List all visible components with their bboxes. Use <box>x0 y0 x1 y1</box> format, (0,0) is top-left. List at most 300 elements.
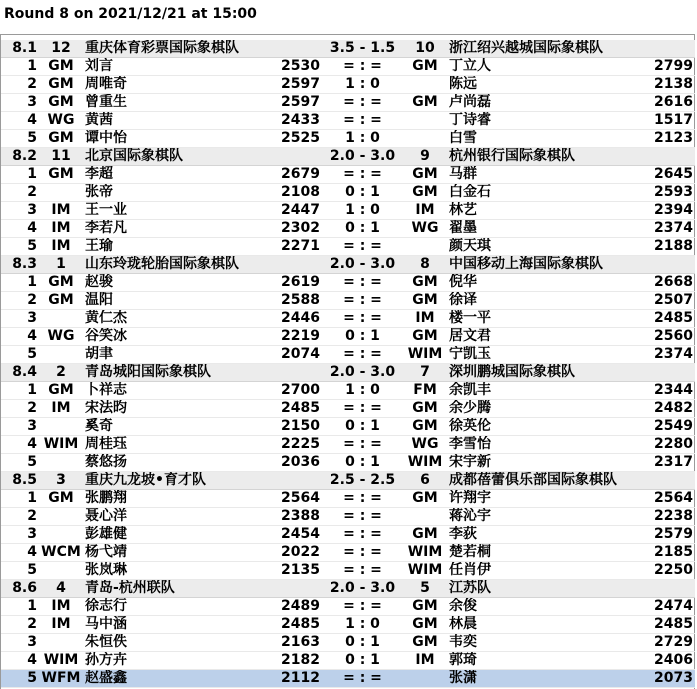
board-number: 3 <box>1 526 39 544</box>
board-row <box>1 130 695 148</box>
board-number: 1 <box>1 166 39 184</box>
home-player-title: GM <box>39 76 83 94</box>
away-player-title: FM <box>403 382 447 400</box>
away-player-title: WIM <box>403 562 447 580</box>
home-player-rating: 2163 <box>278 634 322 652</box>
home-player-name: 朱恒佚 <box>83 634 278 652</box>
away-player-rating: 2579 <box>642 526 695 544</box>
spacer-cell <box>642 148 695 166</box>
home-player-rating: 2700 <box>278 382 322 400</box>
home-player-name: 赵盛鑫 <box>83 670 278 688</box>
game-result: = : = <box>322 526 403 544</box>
board-row <box>1 454 695 472</box>
match-header-row <box>1 148 695 166</box>
away-player-rating: 2507 <box>642 292 695 310</box>
home-player-title: IM <box>39 400 83 418</box>
away-player-title: GM <box>403 274 447 292</box>
away-player-rating: 2185 <box>642 544 695 562</box>
away-player-rating: 2729 <box>642 634 695 652</box>
match-header-row <box>1 40 695 58</box>
home-player-name: 蔡悠扬 <box>83 454 278 472</box>
away-player-name: 马群 <box>447 166 642 184</box>
home-player-name: 黄茜 <box>83 112 278 130</box>
spacer-cell <box>642 364 695 382</box>
home-player-name: 卜祥志 <box>83 382 278 400</box>
board-number: 4 <box>1 544 39 562</box>
home-player-rating: 2074 <box>278 346 322 364</box>
board-row <box>1 76 695 94</box>
home-player-name: 刘言 <box>83 58 278 76</box>
away-player-name: 楚若桐 <box>447 544 642 562</box>
home-team-name: 重庆九龙坡•育才队 <box>83 472 278 490</box>
home-player-title <box>39 418 83 436</box>
game-result: 0 : 1 <box>322 220 403 238</box>
board-row <box>1 94 695 112</box>
board-row <box>1 418 695 436</box>
board-number: 3 <box>1 634 39 652</box>
board-number: 1 <box>1 58 39 76</box>
home-player-rating: 2530 <box>278 58 322 76</box>
away-player-name: 颜天琪 <box>447 238 642 256</box>
board-number: 4 <box>1 220 39 238</box>
away-player-title: GM <box>403 184 447 202</box>
results-table <box>1 40 695 688</box>
away-player-rating: 2250 <box>642 562 695 580</box>
home-player-name: 彭雄健 <box>83 526 278 544</box>
away-player-rating: 2374 <box>642 346 695 364</box>
away-player-rating: 2394 <box>642 202 695 220</box>
board-row <box>1 310 695 328</box>
home-player-rating: 2150 <box>278 418 322 436</box>
board-number: 1 <box>1 598 39 616</box>
match-score: 2.0 - 3.0 <box>322 148 403 166</box>
home-player-title: GM <box>39 58 83 76</box>
game-result: = : = <box>322 58 403 76</box>
spacer-cell <box>278 148 322 166</box>
board-number: 1 <box>1 490 39 508</box>
home-player-rating: 2219 <box>278 328 322 346</box>
away-player-name: 楼一平 <box>447 310 642 328</box>
away-player-title: GM <box>403 166 447 184</box>
game-result: 0 : 1 <box>322 652 403 670</box>
away-player-rating: 2485 <box>642 310 695 328</box>
home-player-title: IM <box>39 238 83 256</box>
match-score: 2.0 - 3.0 <box>322 256 403 274</box>
home-player-name: 聂心洋 <box>83 508 278 526</box>
away-player-rating: 2138 <box>642 76 695 94</box>
board-row <box>1 598 695 616</box>
away-player-rating: 2474 <box>642 598 695 616</box>
home-player-title: GM <box>39 292 83 310</box>
match-header-row <box>1 364 695 382</box>
board-number: 1 <box>1 274 39 292</box>
home-player-name: 张帝 <box>83 184 278 202</box>
away-player-rating: 2317 <box>642 454 695 472</box>
match-id: 8.5 <box>1 472 39 490</box>
results-body <box>1 40 695 688</box>
board-number: 2 <box>1 292 39 310</box>
game-result: = : = <box>322 562 403 580</box>
spacer-cell <box>278 256 322 274</box>
board-row <box>1 670 695 688</box>
board-number: 5 <box>1 670 39 688</box>
home-player-title: WIM <box>39 436 83 454</box>
home-player-name: 谷笑冰 <box>83 328 278 346</box>
away-player-name: 韦奕 <box>447 634 642 652</box>
board-row <box>1 652 695 670</box>
away-player-name: 白金石 <box>447 184 642 202</box>
away-player-rating: 2799 <box>642 58 695 76</box>
away-player-title: WG <box>403 220 447 238</box>
away-player-title <box>403 130 447 148</box>
spacer-cell <box>278 580 322 598</box>
board-row <box>1 238 695 256</box>
home-player-title: GM <box>39 274 83 292</box>
match-id: 8.1 <box>1 40 39 58</box>
home-team-number: 11 <box>39 148 83 166</box>
away-player-name: 许翔宇 <box>447 490 642 508</box>
home-player-name: 张岚琳 <box>83 562 278 580</box>
away-player-title: GM <box>403 616 447 634</box>
away-player-title: GM <box>403 598 447 616</box>
game-result: 0 : 1 <box>322 184 403 202</box>
away-player-name: 丁立人 <box>447 58 642 76</box>
game-result: = : = <box>322 490 403 508</box>
home-player-title: WG <box>39 112 83 130</box>
board-number: 2 <box>1 184 39 202</box>
home-team-number: 2 <box>39 364 83 382</box>
away-player-title: GM <box>403 418 447 436</box>
home-player-rating: 2388 <box>278 508 322 526</box>
board-number: 5 <box>1 562 39 580</box>
home-player-rating: 2619 <box>278 274 322 292</box>
home-team-name: 青岛-杭州联队 <box>83 580 278 598</box>
game-result: = : = <box>322 310 403 328</box>
game-result: 1 : 0 <box>322 130 403 148</box>
home-player-title: WFM <box>39 670 83 688</box>
away-player-name: 余俊 <box>447 598 642 616</box>
away-player-title: GM <box>403 634 447 652</box>
away-player-name: 宁凯玉 <box>447 346 642 364</box>
game-result: = : = <box>322 112 403 130</box>
away-player-rating: 2485 <box>642 616 695 634</box>
home-player-rating: 2225 <box>278 436 322 454</box>
away-player-title: GM <box>403 292 447 310</box>
home-player-title: IM <box>39 202 83 220</box>
home-player-title: WG <box>39 328 83 346</box>
away-player-name: 余凯丰 <box>447 382 642 400</box>
board-number: 2 <box>1 616 39 634</box>
home-player-title: GM <box>39 490 83 508</box>
board-number: 3 <box>1 418 39 436</box>
home-player-name: 徐志行 <box>83 598 278 616</box>
match-header-row <box>1 472 695 490</box>
home-player-rating: 2564 <box>278 490 322 508</box>
away-player-rating: 2616 <box>642 94 695 112</box>
home-player-rating: 2036 <box>278 454 322 472</box>
away-player-rating: 2344 <box>642 382 695 400</box>
away-team-name: 中国移动上海国际象棋队 <box>447 256 642 274</box>
game-result: = : = <box>322 508 403 526</box>
game-result: = : = <box>322 544 403 562</box>
board-number: 5 <box>1 346 39 364</box>
home-player-name: 马中涵 <box>83 616 278 634</box>
home-player-rating: 2447 <box>278 202 322 220</box>
away-player-title <box>403 76 447 94</box>
away-player-name: 蒋沁宇 <box>447 508 642 526</box>
away-team-number: 10 <box>403 40 447 58</box>
home-player-name: 李超 <box>83 166 278 184</box>
home-player-rating: 2525 <box>278 130 322 148</box>
game-result: 1 : 0 <box>322 202 403 220</box>
away-player-name: 李荻 <box>447 526 642 544</box>
away-player-title: GM <box>403 526 447 544</box>
away-player-name: 翟墨 <box>447 220 642 238</box>
away-player-rating: 1517 <box>642 112 695 130</box>
home-player-rating: 2135 <box>278 562 322 580</box>
away-player-title <box>403 112 447 130</box>
home-player-title: IM <box>39 616 83 634</box>
match-header-row <box>1 256 695 274</box>
home-player-title: WIM <box>39 652 83 670</box>
home-player-title <box>39 310 83 328</box>
home-team-number: 12 <box>39 40 83 58</box>
home-player-name: 黄仁杰 <box>83 310 278 328</box>
home-player-rating: 2302 <box>278 220 322 238</box>
home-player-title: IM <box>39 220 83 238</box>
board-row <box>1 562 695 580</box>
spacer-cell <box>642 256 695 274</box>
away-player-rating: 2123 <box>642 130 695 148</box>
game-result: = : = <box>322 274 403 292</box>
game-result: = : = <box>322 292 403 310</box>
away-player-name: 徐英伦 <box>447 418 642 436</box>
away-player-name: 林艺 <box>447 202 642 220</box>
away-team-name: 杭州银行国际象棋队 <box>447 148 642 166</box>
away-team-number: 5 <box>403 580 447 598</box>
home-player-title: GM <box>39 382 83 400</box>
home-player-title: WCM <box>39 544 83 562</box>
home-player-title <box>39 454 83 472</box>
board-number: 1 <box>1 382 39 400</box>
board-row <box>1 400 695 418</box>
away-team-name: 深圳鹏城国际象棋队 <box>447 364 642 382</box>
spacer-cell <box>642 580 695 598</box>
home-player-title <box>39 346 83 364</box>
board-row <box>1 328 695 346</box>
board-row <box>1 220 695 238</box>
home-player-name: 杨弋靖 <box>83 544 278 562</box>
game-result: 1 : 0 <box>322 382 403 400</box>
home-player-rating: 2679 <box>278 166 322 184</box>
board-row <box>1 436 695 454</box>
board-row <box>1 508 695 526</box>
away-player-rating: 2280 <box>642 436 695 454</box>
board-row <box>1 292 695 310</box>
away-player-title <box>403 238 447 256</box>
home-player-name: 赵骏 <box>83 274 278 292</box>
away-player-rating: 2593 <box>642 184 695 202</box>
game-result: 0 : 1 <box>322 328 403 346</box>
board-number: 3 <box>1 310 39 328</box>
away-team-name: 成都蓓蕾俱乐部国际象棋队 <box>447 472 642 490</box>
home-team-name: 重庆体育彩票国际象棋队 <box>83 40 278 58</box>
game-result: = : = <box>322 400 403 418</box>
board-row <box>1 346 695 364</box>
home-player-name: 温阳 <box>83 292 278 310</box>
home-player-name: 宋法昀 <box>83 400 278 418</box>
home-player-rating: 2022 <box>278 544 322 562</box>
board-number: 4 <box>1 112 39 130</box>
away-player-name: 居文君 <box>447 328 642 346</box>
spacer-cell <box>278 40 322 58</box>
away-player-title: GM <box>403 400 447 418</box>
board-row <box>1 202 695 220</box>
game-result: = : = <box>322 94 403 112</box>
home-player-name: 周唯奇 <box>83 76 278 94</box>
board-row <box>1 634 695 652</box>
match-id: 8.6 <box>1 580 39 598</box>
away-player-name: 徐译 <box>447 292 642 310</box>
board-number: 5 <box>1 130 39 148</box>
home-player-title: IM <box>39 598 83 616</box>
away-player-title <box>403 508 447 526</box>
board-row <box>1 544 695 562</box>
home-player-title <box>39 562 83 580</box>
away-player-name: 张潇 <box>447 670 642 688</box>
home-player-title <box>39 508 83 526</box>
home-player-title: GM <box>39 130 83 148</box>
home-player-rating: 2446 <box>278 310 322 328</box>
board-number: 3 <box>1 94 39 112</box>
home-player-rating: 2112 <box>278 670 322 688</box>
round-title: Round 8 on 2021/12/21 at 15:00 <box>4 6 257 22</box>
home-player-title <box>39 634 83 652</box>
away-player-rating: 2564 <box>642 490 695 508</box>
spacer-cell <box>642 472 695 490</box>
board-number: 4 <box>1 328 39 346</box>
away-player-title: IM <box>403 202 447 220</box>
home-player-rating: 2597 <box>278 76 322 94</box>
away-player-name: 林晨 <box>447 616 642 634</box>
away-player-name: 任肖伊 <box>447 562 642 580</box>
home-player-title: GM <box>39 166 83 184</box>
away-player-rating: 2406 <box>642 652 695 670</box>
board-row <box>1 490 695 508</box>
board-number: 2 <box>1 400 39 418</box>
game-result: 1 : 0 <box>322 616 403 634</box>
away-player-title: IM <box>403 310 447 328</box>
home-player-rating: 2108 <box>278 184 322 202</box>
board-row <box>1 112 695 130</box>
home-player-name: 胡聿 <box>83 346 278 364</box>
home-team-number: 4 <box>39 580 83 598</box>
away-player-name: 丁诗睿 <box>447 112 642 130</box>
home-player-name: 孙方卉 <box>83 652 278 670</box>
away-player-title: GM <box>403 94 447 112</box>
away-player-rating: 2188 <box>642 238 695 256</box>
match-score: 3.5 - 1.5 <box>322 40 403 58</box>
home-player-rating: 2597 <box>278 94 322 112</box>
away-player-name: 郭琦 <box>447 652 642 670</box>
away-team-name: 浙江绍兴越城国际象棋队 <box>447 40 642 58</box>
game-result: = : = <box>322 598 403 616</box>
home-player-name: 周桂珏 <box>83 436 278 454</box>
game-result: = : = <box>322 346 403 364</box>
match-score: 2.0 - 3.0 <box>322 364 403 382</box>
home-player-rating: 2182 <box>278 652 322 670</box>
board-row <box>1 274 695 292</box>
away-player-name: 李雪怡 <box>447 436 642 454</box>
match-id: 8.2 <box>1 148 39 166</box>
board-row <box>1 184 695 202</box>
home-player-title: GM <box>39 94 83 112</box>
away-player-title <box>403 670 447 688</box>
away-player-rating: 2073 <box>642 670 695 688</box>
home-player-name: 李若凡 <box>83 220 278 238</box>
away-team-name: 江苏队 <box>447 580 642 598</box>
home-player-name: 谭中怡 <box>83 130 278 148</box>
home-team-name: 北京国际象棋队 <box>83 148 278 166</box>
spacer-cell <box>278 364 322 382</box>
home-player-rating: 2454 <box>278 526 322 544</box>
home-player-title <box>39 526 83 544</box>
match-id: 8.4 <box>1 364 39 382</box>
away-player-title: GM <box>403 490 447 508</box>
away-player-rating: 2482 <box>642 400 695 418</box>
home-player-title <box>39 184 83 202</box>
away-player-title: WIM <box>403 544 447 562</box>
away-player-rating: 2238 <box>642 508 695 526</box>
away-player-rating: 2668 <box>642 274 695 292</box>
home-team-name: 山东玲珑轮胎国际象棋队 <box>83 256 278 274</box>
spacer-cell <box>642 40 695 58</box>
board-row <box>1 616 695 634</box>
away-player-title: WIM <box>403 346 447 364</box>
home-team-number: 1 <box>39 256 83 274</box>
match-score: 2.5 - 2.5 <box>322 472 403 490</box>
game-result: = : = <box>322 166 403 184</box>
spacer-cell <box>278 472 322 490</box>
home-player-rating: 2485 <box>278 400 322 418</box>
board-number: 3 <box>1 202 39 220</box>
away-player-name: 余少腾 <box>447 400 642 418</box>
away-player-name: 卢尚磊 <box>447 94 642 112</box>
away-player-title: WG <box>403 436 447 454</box>
away-team-number: 9 <box>403 148 447 166</box>
board-row <box>1 526 695 544</box>
home-team-name: 青岛城阳国际象棋队 <box>83 364 278 382</box>
board-number: 5 <box>1 454 39 472</box>
board-number: 4 <box>1 652 39 670</box>
away-player-rating: 2560 <box>642 328 695 346</box>
board-number: 4 <box>1 436 39 454</box>
away-player-rating: 2374 <box>642 220 695 238</box>
board-number: 5 <box>1 238 39 256</box>
away-player-title: GM <box>403 58 447 76</box>
match-id: 8.3 <box>1 256 39 274</box>
away-team-number: 8 <box>403 256 447 274</box>
away-team-number: 6 <box>403 472 447 490</box>
away-player-rating: 2549 <box>642 418 695 436</box>
home-player-name: 曾重生 <box>83 94 278 112</box>
game-result: 0 : 1 <box>322 634 403 652</box>
away-player-rating: 2645 <box>642 166 695 184</box>
home-player-name: 王一业 <box>83 202 278 220</box>
match-score: 2.0 - 3.0 <box>322 580 403 598</box>
game-result: = : = <box>322 670 403 688</box>
game-result: 1 : 0 <box>322 76 403 94</box>
